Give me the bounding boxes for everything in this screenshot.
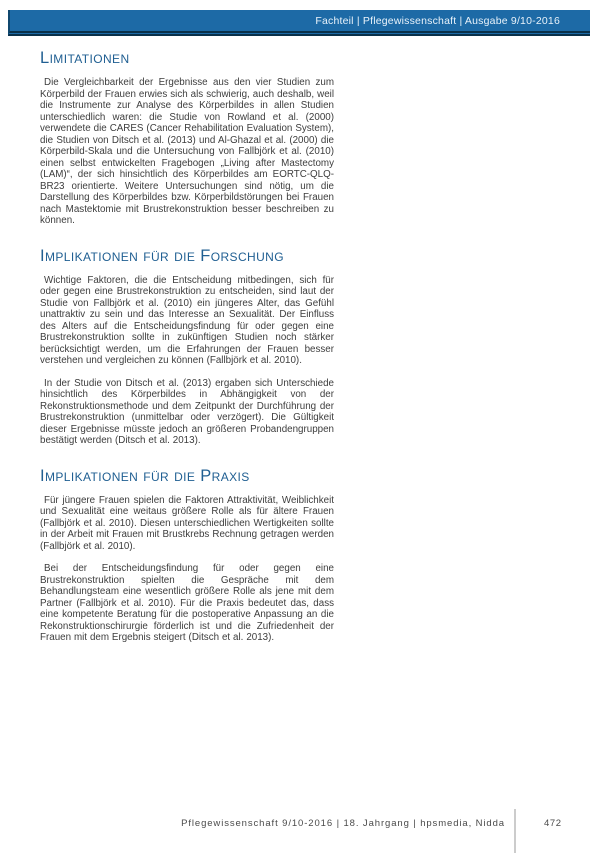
paragraph: In der Studie von Ditsch et al. (2013) ergaben sich Unterschiede hinsichtlich des Körperbildes in Abhängigkeit von der Rekonstruktionsmethode und dem Zeitpunkt der Durchführung der Brustrekonstruktion (unmittelbar oder verzögert). Die Gültigkeit dieser Ergebnisse müsste jedoch an größeren Probandengruppen bestätigt werden (Ditsch et al. 2013). <box>40 377 334 446</box>
paragraph: Bei der Entscheidungsfindung für oder gegen eine Brustrekonstruktion spielten die Gespräche mit dem Behandlungsteam eine wesentlich größere Rolle als jene mit dem Partner (Fallbjörk et al. 2010). Für die Praxis bedeutet das, dass eine kompetente Beratung für die postoperative Anpassung an die Rekonstruktionschirurgie förderlich ist und die Zufriedenheit der Frauen mit dem Ergebnis steigert (Ditsch et al. 2013). <box>40 563 334 643</box>
page-footer <box>0 804 607 853</box>
section-heading-limitationen: Limitationen <box>40 49 130 67</box>
header-breadcrumb: Fachteil | Pflegewissenschaft | Ausgabe 9/10-2016 <box>315 14 560 27</box>
paragraph: Für jüngere Frauen spielen die Faktoren Attraktivität, Weiblichkeit und Sexualität eine weitaus größere Rolle als für ältere Frauen (Fallbjörk et al. 2010). Diesen unterschiedlichen Wertigkeiten sollte in der Arbeit mit Frauen mit Brustkrebs Rechnung getragen werden (Fallbjörk et al. 2010). <box>40 494 334 552</box>
section-heading-implikationen-forschung: Implikationen für die Forschung <box>40 246 284 265</box>
header-bar <box>8 10 590 36</box>
footer-divider <box>514 809 516 853</box>
article-column <box>40 46 334 655</box>
paragraph: Wichtige Faktoren, die die Entscheidung mitbedingen, sich für oder gegen eine Brustrekonstruktion zu entscheiden, sind laut der Studie von Fallbjörk et al. (2010) ein jüngeres Alter, das Gefühl unattraktiv zu sein und das Interesse an Sexualität. Der Einfluss des Alters auf die Entscheidungsfindung für oder gegen eine Brustrekonstruktion sollte in zukünftigen Studien noch stärker berücksichtigt werden, um die Erfahrungen der Frauen besser verstehen und vergleichen zu können (Fallbjörk et al. 2010). <box>40 274 334 366</box>
paragraph: Die Vergleichbarkeit der Ergebnisse aus den vier Studien zum Körperbild der Frauen erwies sich als schwierig, auch deshalb, weil die Instrumente zur Analyse des Körperbildes in allen Studien unterschiedlich waren: die Studie von Rowland et al. (2000) verwendete die CARES (Cancer Rehabilitation Evaluation System), die Studien von Ditsch et al. (2013) und Al-Ghazal et al. (2000) die Körperbild-Skala und die Untersuchung von Fallbjörk et al. (2010) einen selbst entwickelten Fragebogen „Living after Mastectomy (LAM)“, der sich hinsichtlich des Körperbildes am EORTC-QLQ-BR23 orientierte. Weitere Untersuchungen sind nötig, um die Darstellung des Körperbildes bzw. Körperbildstörungen bei Frauen nach Mastektomie mit Brustrekonstruktion besser beschreiben zu können. <box>40 77 334 226</box>
footer-journal-line: Pflegewissenschaft 9/10-2016 | 18. Jahrgang | hpsmedia, Nidda <box>181 818 505 829</box>
section-heading-implikationen-praxis: Implikationen für die Praxis <box>40 466 250 485</box>
footer-page-number: 472 <box>544 818 562 829</box>
